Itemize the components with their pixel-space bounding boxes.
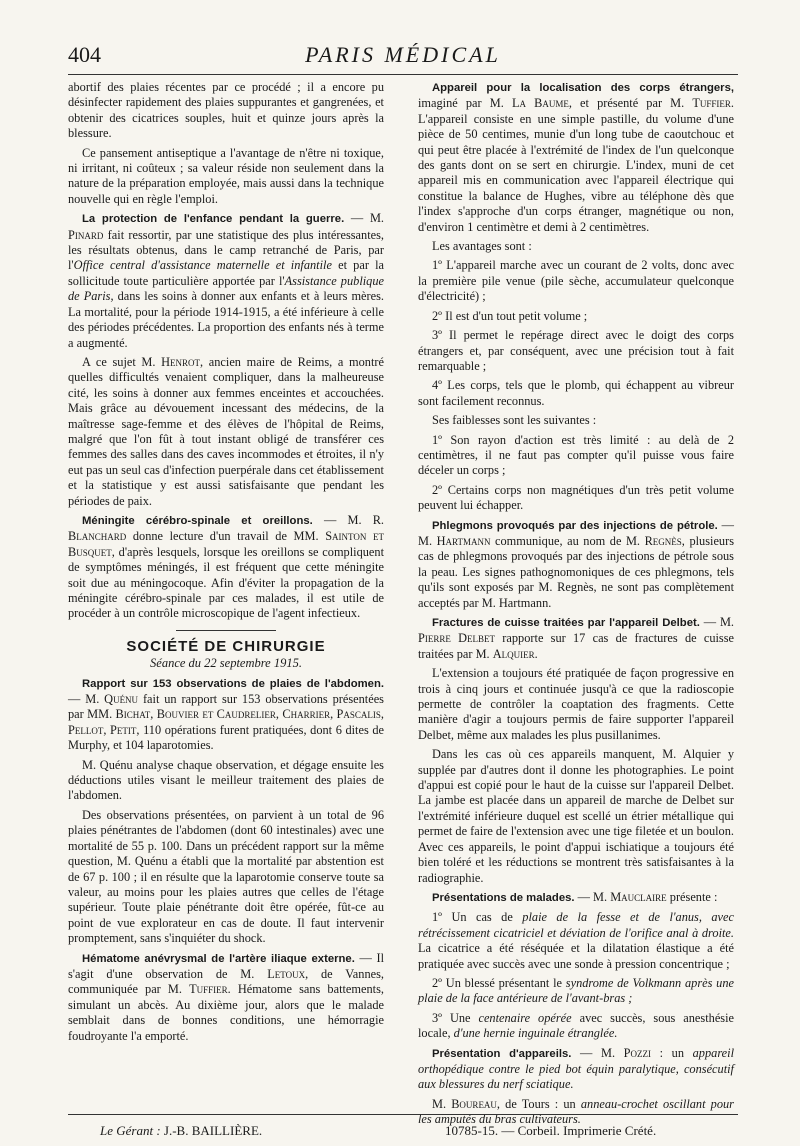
paragraph: abortif des plaies récentes par ce procédé ; il a encore pu désinfecter rapidement des plaies suppurantes et gangrenées, et obtenir des cicatrices souples, huit et quinze jours après la blessure.: [68, 80, 384, 141]
section-presentation-appareils: Présentation d'appareils. — M. Pozzi : un appareil orthopédique contre le pied bot équin paralytique, consécutif aux blessures du nerf sciatique.: [418, 1045, 734, 1092]
section-heading: Hématome anévrysmal de l'artère iliaque externe.: [82, 952, 355, 965]
section-plaies-abdomen: Rapport sur 153 observations de plaies de l'abdomen. — M. Quénu fait un rapport sur 153 observations présentées par MM. Bichat, Bouvier et Caudrelier, Charrier, Pascalis, Pellot, Petit, 110 opérations furent pratiquées, dont 6 dites de Murphy, et 104 laparotomies.: [68, 677, 384, 753]
section-heading: La protection de l'enfance pendant la guerre.: [82, 213, 345, 226]
section-fractures: Fractures de cuisse traitées par l'appareil Delbet. — M. Pierre Delbet rapporte sur 17 cas de fractures de cuisse traitées par M. Alquier.: [418, 615, 735, 661]
paragraph: M. Boureau, de Tours : un anneau-crochet oscillant pour les amputés du bras cultivateurs.: [418, 1096, 734, 1127]
list-item: 2º Certains corps non magnétiques d'un très petit volume peuvent lui échapper.: [418, 482, 734, 513]
society-title: SOCIÉTÉ DE CHIRURGIE: [126, 637, 326, 655]
author-name: M. Quénu: [85, 692, 139, 707]
section-heading: Rapport sur 153 observations de plaies de l'abdomen.: [82, 677, 384, 690]
page-number: 404: [68, 42, 101, 67]
section-presentations-malades: Présentations de malades. — M. Mauclaire présente :: [432, 889, 718, 904]
session-date: Séance du 22 septembre 1915.: [150, 656, 302, 671]
section-heading: Phlegmons provoqués par des injections de pétrole.: [432, 519, 718, 532]
section-localisation: Appareil pour la localisation des corps étrangers, imaginé par M. La Baume, et présenté par M. Tuffier. L'appareil consiste en une simple pastille, du volume d'une pièce de 50 centimes, munie d'un long tube de caoutchouc et qui peut être placée à l'extrémité de l'index de l'un quelconque des gants dont on se sert en chirurgie. L'index, muni de cet appareil mis en communication avec l'appareil électrique qui constitue la balance de Hughes, vibre au téléphone dès que l'index s'approche d'un corps étranger, magnétique ou non, d'environ 1 centimètre et demi à 2 centimètres.: [418, 82, 735, 234]
author-name: M. Pozzi: [600, 1045, 652, 1060]
paragraph: L'extension a toujours été pratiquée de façon progressive en trois à cinq jours et continuée jusqu'à ce que la radioscopie permette de contrôler la coaptation des fragments. Cette manière d'agir a toujours permis de faire supporter l'appareil Delbet, même aux malades les plus pusillanimes.: [418, 666, 734, 742]
section-heading: Fractures de cuisse traitées par l'appareil Delbet.: [432, 617, 700, 629]
section-heading: Appareil pour la localisation des corps étrangers,: [432, 82, 734, 94]
left-column: [68, 80, 384, 1048]
list-item: 1º Un cas de plaie de la fesse et de l'anus, avec rétrécissement cicatriciel et déviation de l'orifice anal à droite. La cicatrice a été réséquée et la dilatation élastique a été pratiquée avec succès avec une sonde à pression concentrique ;: [418, 910, 734, 971]
list-item: 2º Il est d'un tout petit volume ;: [432, 308, 588, 323]
section-heading: Présentations de malades.: [432, 891, 575, 904]
footer-rule: [68, 1114, 738, 1115]
author-name: Henrot,: [161, 354, 204, 369]
section-phlegmons: Phlegmons provoqués par des injections de pétrole. — M. Hartmann communique, au nom de M. Regnès, plusieurs cas de phlegmons provoqués par des injections de pétrole sous la peau. Les signes pathognomoniques de ces phlegmons, tels qu'ils sont exposés par M. Regnès, ne sont pas complètement acceptés par M. Hartmann.: [418, 517, 735, 610]
author-name: M. Mauclaire: [593, 889, 667, 904]
section-protection-enfance: La protection de l'enfance pendant la guerre. — M. Pinard fait ressortir, par une statistique des plus intéressantes, les résultats obtenus, dans le camp retranché de Paris, par l'Office central d'assistance maternelle et infantile et par la sollicitude toute particulière apportée par l'Assistance publique de Paris, dans les soins à donner aux enfants et à leurs mères. La mortalité, pour la période 1914-1915, a été inférieure à celle des périodes précédentes. La proportion des enfants nés à terme a augmenté.: [68, 211, 384, 350]
gerant-line: Le Gérant : J.-B. BAILLIÈRE.: [100, 1123, 263, 1138]
list-item: 4º Les corps, tels que le plomb, qui échappent au vibreur sont facilement reconnus.: [418, 378, 734, 408]
paragraph: M. Quénu analyse chaque observation, et dégage ensuite les déductions utiles visant le meilleur traitement des plaies de l'abdomen.: [68, 757, 384, 803]
author-name: M. Pierre Delbet: [418, 615, 734, 646]
section-hematome: Hématome anévrysmal de l'artère iliaque externe. — Il s'agit d'une observation de M. Letoux, de Vannes, communiquée par M. Tuffier. Hématome sans battements, simulant un abcès. Au dixième jour, alors que le malade semblait dans de bonnes conditions, une hémorragie foudroyante l'a emporté.: [68, 950, 385, 1043]
list-item: 2º Un blessé présentant le syndrome de Volkmann après une plaie de la face antérieure de l'avant-bras ;: [418, 975, 735, 1006]
list-item: 1º L'appareil marche avec un courant de 2 volts, donc avec la première pile venue (pile sèche, accumulateur quelconque d'électricité) ;: [418, 258, 734, 304]
printer-imprint: 10785-15. — Corbeil. Imprimerie Crété.: [445, 1123, 657, 1138]
section-heading: Méningite cérébro-spinale et oreillons.: [82, 514, 313, 527]
section-heading: Présentation d'appareils.: [432, 1047, 572, 1060]
running-title: PARIS MÉDICAL: [305, 42, 501, 67]
paragraph: Les avantages sont :: [432, 239, 532, 254]
list-item: 3º Une centenaire opérée avec succès, sous anesthésie locale, d'une hernie inguinale étranglée.: [418, 1010, 735, 1041]
list-item: 1º Son rayon d'action est très limité : au delà de 2 centimètres, il ne faut pas compter qu'il puisse vous faire déceler un corps ;: [418, 432, 734, 478]
author-name: M. Hartmann: [418, 533, 491, 548]
list-item: 3º Il permet le repérage direct avec le doigt des corps étrangers et, par conséquent, avec une précision tout à fait remarquable ;: [418, 328, 734, 373]
paragraph: Ses faiblesses sont les suivantes :: [432, 413, 597, 428]
paragraph: A ce sujet M. Henrot, ancien maire de Reims, a montré quelles difficultés venaient compliquer, dans la malheureuse cité, les soins à donner aux femmes enceintes et accouchées. Mais grâce au dévouement incessant des médecins, de la maîtresse sage-femme et des élèves de l'hôpital de Reims, malgré que l'on fût à tout instant obligé de transférer ces femmes des salles dans des caves incommodes et étroites, il n'y eut pas un seul cas d'infection puerpérale dans cet établissement et la statistique y est aussi satisfaisante que pendant les périodes de paix.: [68, 354, 384, 508]
author-name: M. Pinard: [68, 211, 384, 242]
paragraph: Ce pansement antiseptique a l'avantage de n'être ni toxique, ni irritant, ni coûteux ; sa valeur réside non seulement dans la nature de la préparation employée, mais aussi dans la technique nouvelle qui en règle l'emploi.: [68, 145, 384, 206]
paragraph: Des observations présentées, on parvient à un total de 96 plaies pénétrantes de l'abdomen (dont 60 intestinales) avec une mortalité de 55 p. 100. Dans un précédent rapport sur la même question, M. Quénu a établi que la mortalité par abstention est de 67 p. 100 ; il en résulte que la laparotomie conserve toute sa valeur, au moins pour les plaies autres que celles de l'étage supérieur. Toute plaie pénétrante doit être opérée, fût-ce au point de vue explorateur en cas de doute. Il faut intervenir promptement, sans s'inquiéter du shock.: [68, 807, 384, 946]
section-meningite: Méningite cérébro-spinale et oreillons. — M. R. Blanchard donne lecture d'un travail de MM. Sainton et Busquet, d'après lesquels, lorsque les oreillons se compliquent de symptômes méningés, il est fréquent que cette méningite soit due au méningocoque. Afin d'éviter la propagation de la méningite cérébro-spinale par ces malades, il est utile de procéder à un contrôle microscopique de l'agent infectieux.: [68, 512, 385, 621]
paragraph: Dans les cas où ces appareils manquent, M. Alquier y supplée par d'autres dont il donne les photographies. Le point d'appui est copié pour le haut de la cuisse sur l'appareil Delbet. La jambe est placée dans un appareil de marche de Delbet sur l'extrémité inférieure duquel est scellé un étrier métallique qui permet de faire de l'extension avec une tige filetée et un boulon. Avec ces appareils, le point d'appui ischiatique a toujours été bien toléré et les réductions se montrent très satisfaisantes à la radiographie.: [418, 747, 734, 885]
header-rule: [68, 74, 738, 75]
separator-rule: [176, 630, 276, 631]
right-column: [418, 80, 734, 1132]
page-header: [68, 42, 738, 72]
author-name: M. R. Blanchard: [68, 512, 385, 544]
